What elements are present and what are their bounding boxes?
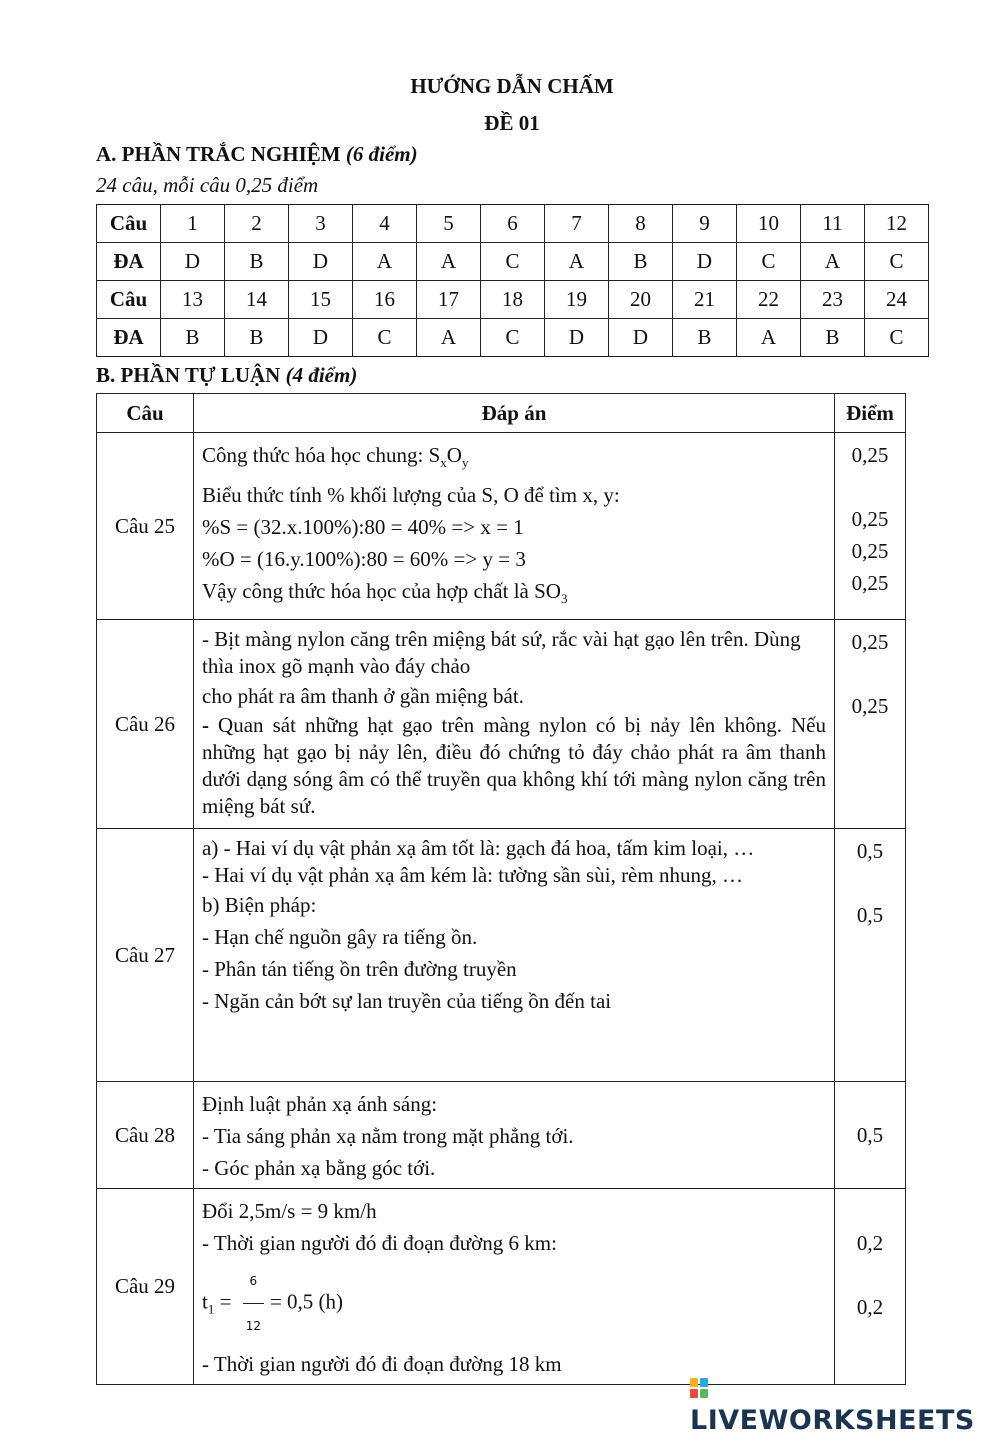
answer-cell	[194, 1189, 835, 1385]
question-number-cell: 12	[865, 205, 929, 243]
answer-line: - Hai ví dụ vật phản xạ âm kém là: tường sần sùi, rèm nhung, …	[202, 863, 743, 888]
answer-letter-cell: D	[609, 319, 673, 357]
answer-letter-cell: A	[545, 243, 609, 281]
question-number-cell: 18	[481, 281, 545, 319]
document-title: HƯỚNG DẪN CHẤM	[410, 74, 614, 98]
section-a-note: 24 câu, mỗi câu 0,25 điểm	[96, 173, 319, 197]
answer-row-answers-2	[97, 319, 929, 357]
essay-grading-table	[96, 393, 906, 1385]
answer-line: cho phát ra âm thanh ở gần miệng bát.	[202, 684, 524, 709]
fraction: $\frac{6}{12}$	[243, 1259, 264, 1348]
answer-cell	[194, 433, 835, 620]
points-cell	[835, 620, 906, 829]
answer-letter-cell: D	[161, 243, 225, 281]
question-label: Câu 25	[97, 433, 194, 620]
answer-letter-cell: A	[801, 243, 865, 281]
question-number-cell: 20	[609, 281, 673, 319]
answer-cell	[194, 1082, 835, 1189]
answer-row-questions-1	[97, 205, 929, 243]
row-label-question: Câu	[97, 281, 161, 319]
points-cell	[835, 1082, 906, 1189]
answer-line: - Bịt màng nylon căng trên miệng bát sứ, rắc vài hạt gạo lên trên. Dùng thìa inox gõ mạnh vào đáy chảo	[202, 627, 801, 679]
question-label: Câu 28	[97, 1082, 194, 1189]
points-cell	[835, 1189, 906, 1385]
question-number-cell: 3	[289, 205, 353, 243]
question-number-cell: 22	[737, 281, 801, 319]
essay-header-row	[97, 394, 906, 433]
logo-icon	[690, 1378, 710, 1400]
answer-letter-cell: C	[481, 243, 545, 281]
row-label-answer: ĐA	[97, 243, 161, 281]
point-value: 0,25	[851, 571, 889, 595]
answer-line: - Tia sáng phản xạ nằm trong mặt phẳng tới.	[202, 1124, 574, 1149]
question-number-cell: 17	[417, 281, 481, 319]
answer-line-formula: $t_1$ = $\frac{6}{12}$ = 0,5 (h)	[202, 1259, 826, 1348]
answer-line: Công thức hóa học chung: $S_xO_y$	[202, 443, 469, 471]
question-number-cell: 21	[673, 281, 737, 319]
answer-letter-cell: D	[289, 319, 353, 357]
point-value: 0,5	[856, 839, 884, 864]
exam-code: ĐỀ 01	[484, 111, 540, 135]
answer-line: b) Biện pháp:	[202, 893, 317, 918]
point-value: 0,25	[851, 539, 889, 563]
point-value: 0,25	[851, 694, 889, 719]
question-25-row	[97, 433, 906, 620]
question-number-cell: 10	[737, 205, 801, 243]
question-number-cell: 14	[225, 281, 289, 319]
answer-row-answers-1	[97, 243, 929, 281]
points-cell	[835, 433, 906, 620]
answer-line: Biểu thức tính % khối lượng của S, O để tìm x, y:	[202, 483, 620, 508]
question-number-cell: 1	[161, 205, 225, 243]
answer-line: a) - Hai ví dụ vật phản xạ âm tốt là: gạch đá hoa, tấm kim loại, …	[202, 836, 755, 861]
answer-letter-cell: A	[353, 243, 417, 281]
question-number-cell: 23	[801, 281, 865, 319]
col-header-answer: Đáp án	[194, 394, 835, 433]
question-number-cell: 5	[417, 205, 481, 243]
question-label: Câu 26	[97, 620, 194, 829]
question-number-cell: 7	[545, 205, 609, 243]
answer-letter-cell: B	[673, 319, 737, 357]
points-cell	[835, 829, 906, 1082]
section-a-title: A. PHẦN TRẮC NGHIỆM	[96, 142, 341, 166]
multiple-choice-answer-table	[96, 204, 929, 357]
point-value: 0,25	[851, 507, 889, 531]
answer-line: - Thời gian người đó đi đoạn đường 18 km	[202, 1352, 562, 1377]
answer-line: - Hạn chế nguồn gây ra tiếng ồn.	[202, 925, 478, 950]
answer-letter-cell: A	[417, 319, 481, 357]
answer-letter-cell: C	[481, 319, 545, 357]
answer-letter-cell: B	[801, 319, 865, 357]
answer-letter-cell: B	[225, 243, 289, 281]
answer-letter-cell: D	[545, 319, 609, 357]
point-value: 0,5	[856, 903, 884, 928]
answer-line: - Quan sát những hạt gạo trên màng nylon có bị nảy lên không. Nếu những hạt gạo bị nảy lên, điều đó chứng tỏ đáy chảo phát ra âm thanh dưới dạng sóng âm có thể truyền qua không khí tới màng nylon căng trên miệng bát sứ.	[202, 713, 826, 819]
section-b-heading	[96, 363, 357, 388]
row-label-question: Câu	[97, 205, 161, 243]
answer-letter-cell: C	[865, 243, 929, 281]
question-27-row	[97, 829, 906, 1082]
question-number-cell: 13	[161, 281, 225, 319]
section-a-points: (6 điểm)	[345, 142, 418, 166]
liveworksheets-logo	[690, 1374, 1000, 1436]
section-b-title: B. PHẦN TỰ LUẬN	[96, 363, 281, 387]
answer-letter-cell: C	[737, 243, 801, 281]
answer-letter-cell: A	[737, 319, 801, 357]
logo-text: LIVEWORKSHEETS	[690, 1405, 975, 1436]
answer-line: %S = (32.x.100%):80 = 40% => x = 1	[202, 515, 524, 540]
answer-line: %O = (16.y.100%):80 = 60% => y = 3	[202, 547, 526, 572]
section-b-points: (4 điểm)	[285, 363, 358, 387]
question-number-cell: 15	[289, 281, 353, 319]
question-number-cell: 6	[481, 205, 545, 243]
answer-line: Đổi 2,5m/s = 9 km/h	[202, 1199, 377, 1224]
answer-letter-cell: B	[161, 319, 225, 357]
question-29-row	[97, 1189, 906, 1385]
question-number-cell: 11	[801, 205, 865, 243]
answer-letter-cell: B	[225, 319, 289, 357]
question-26-row	[97, 620, 906, 829]
question-label: Câu 29	[97, 1189, 194, 1385]
answer-letter-cell: C	[865, 319, 929, 357]
answer-cell	[194, 620, 835, 829]
answer-line: - Thời gian người đó đi đoạn đường 6 km:	[202, 1231, 557, 1256]
question-number-cell: 9	[673, 205, 737, 243]
question-28-row	[97, 1082, 906, 1189]
point-value: 0,25	[851, 630, 889, 655]
answer-line: - Góc phản xạ bằng góc tới.	[202, 1156, 436, 1181]
answer-letter-cell: D	[289, 243, 353, 281]
answer-line: - Phân tán tiếng ồn trên đường truyền	[202, 957, 517, 982]
col-header-points: Điểm	[835, 394, 906, 433]
answer-letter-cell: C	[353, 319, 417, 357]
row-label-answer: ĐA	[97, 319, 161, 357]
answer-letter-cell: B	[609, 243, 673, 281]
answer-letter-cell: D	[673, 243, 737, 281]
point-value: 0,2	[856, 1295, 884, 1320]
question-number-cell: 16	[353, 281, 417, 319]
answer-letter-cell: A	[417, 243, 481, 281]
section-a-heading	[96, 142, 418, 167]
answer-line: Vậy công thức hóa học của hợp chất là $SO_3$	[202, 579, 568, 607]
question-number-cell: 2	[225, 205, 289, 243]
point-value: 0,2	[856, 1231, 884, 1256]
question-number-cell: 24	[865, 281, 929, 319]
question-number-cell: 4	[353, 205, 417, 243]
question-number-cell: 19	[545, 281, 609, 319]
question-label: Câu 27	[97, 829, 194, 1082]
point-value: 0,25	[851, 443, 889, 467]
answer-line: - Ngăn cản bớt sự lan truyền của tiếng ồn đến tai	[202, 989, 612, 1014]
question-number-cell: 8	[609, 205, 673, 243]
answer-cell	[194, 829, 835, 1082]
col-header-question: Câu	[97, 394, 194, 433]
answer-line: Định luật phản xạ ánh sáng:	[202, 1092, 438, 1117]
point-value: 0,5	[856, 1123, 884, 1148]
answer-row-questions-2	[97, 281, 929, 319]
